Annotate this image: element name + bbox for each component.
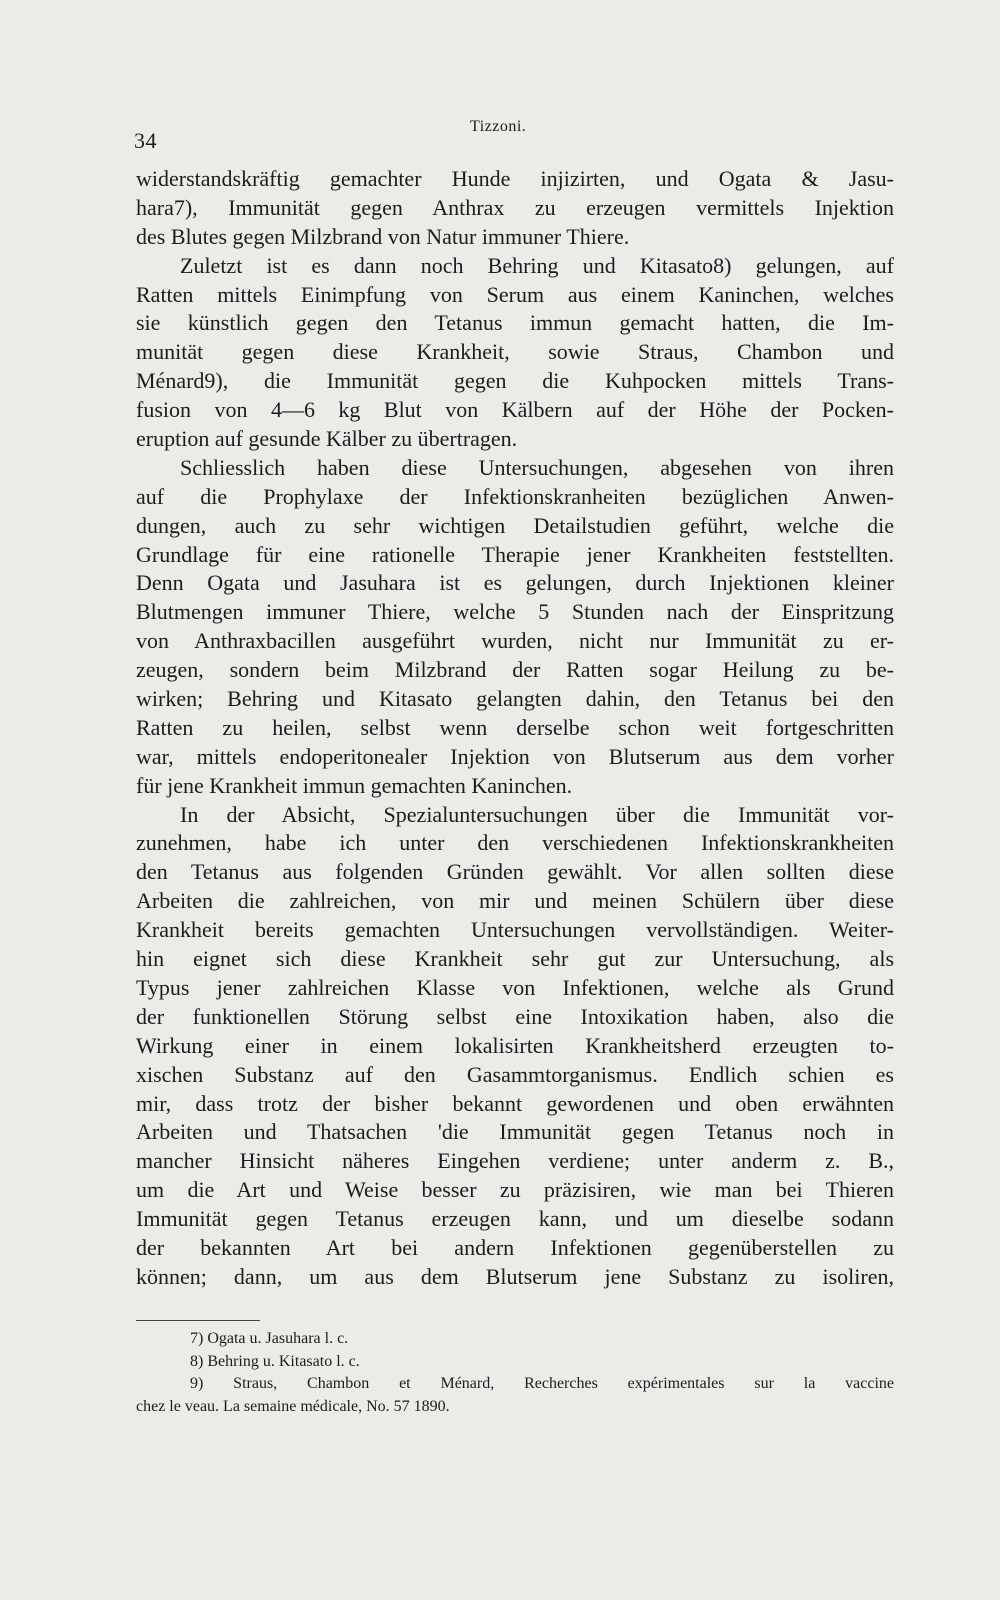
footnote-continuation: chez le veau. La semaine médicale, No. 57 1890. — [136, 1397, 450, 1415]
text-line: war, mittels endoperitonealer Injektion von Blutserum aus dem vorher — [136, 743, 894, 769]
text-line: den Tetanus aus folgenden Gründen gewählt. Vor allen sollten diese — [136, 859, 894, 885]
text-line: der funktionellen Störung selbst eine Intoxikation haben, also die — [136, 1003, 894, 1029]
footnote: 7) Ogata u. Jasuhara l. c. — [190, 1330, 349, 1347]
text-line: zeugen, sondern beim Milzbrand der Ratten sogar Heilung zu be- — [136, 657, 894, 683]
running-head: Tizzoni. — [470, 118, 527, 135]
text-line: In der Absicht, Spezialuntersuchungen über die Immunität vor- — [180, 801, 894, 827]
page-number: 34 — [134, 128, 157, 153]
footnote-divider — [136, 1320, 260, 1321]
text-line: um die Art und Weise besser zu präzisiren, wie man bei Thieren — [136, 1177, 894, 1203]
text-line: xischen Substanz auf den Gasammtorganismus. Endlich schien es — [136, 1061, 894, 1087]
text-line: Krankheit bereits gemachten Untersuchungen vervollständigen. Weiter- — [136, 917, 894, 943]
text-line: widerstandskräftig gemachter Hunde injizirten, und Ogata & Jasu- — [136, 166, 894, 191]
footnote: 8) Behring u. Kitasato l. c. — [190, 1352, 360, 1370]
text-line: hara7), Immunität gegen Anthrax zu erzeugen vermittels Injektion — [136, 194, 894, 220]
text-line: für jene Krankheit immun gemachten Kaninchen. — [136, 772, 573, 798]
text-line: der bekannten Art bei andern Infektionen gegenüberstellen zu — [136, 1234, 894, 1260]
text-line: Wirkung einer in einem lokalisirten Krankheitsherd erzeugten to- — [136, 1032, 894, 1058]
text-line: Zuletzt ist es dann noch Behring und Kitasato8) gelungen, auf — [180, 252, 894, 278]
text-line: eruption auf gesunde Kälber zu übertragen. — [136, 426, 518, 452]
text-line: Ratten mittels Einimpfung von Serum aus einem Kaninchen, welches — [136, 281, 894, 307]
text-line: munität gegen diese Krankheit, sowie Straus, Chambon und — [136, 339, 894, 365]
text-line: mancher Hinsicht näheres Eingehen verdiene; unter anderm z. B., — [136, 1148, 894, 1174]
footnote: 9) Straus, Chambon et Ménard, Recherches expérimentales sur la vaccine — [190, 1375, 894, 1392]
text-line: hin eignet sich diese Krankheit sehr gut zur Untersuchung, als — [136, 946, 894, 972]
text-line: mir, dass trotz der bisher bekannt gewordenen und oben erwähnten — [136, 1090, 894, 1116]
text-line: Denn Ogata und Jasuhara ist es gelungen, durch Injektionen kleiner — [136, 570, 894, 596]
text-line: Arbeiten und Thatsachen 'die Immunität gegen Tetanus noch in — [136, 1119, 894, 1145]
text-line: des Blutes gegen Milzbrand von Natur immuner Thiere. — [136, 223, 630, 249]
text-line: Typus jener zahlreichen Klasse von Infektionen, welche als Grund — [136, 974, 894, 1000]
text-line: fusion von 4—6 kg Blut von Kälbern auf der Höhe der Pocken- — [136, 397, 894, 423]
text-line: Blutmengen immuner Thiere, welche 5 Stunden nach der Einspritzung — [136, 599, 894, 625]
text-line: Grundlage für eine rationelle Therapie jener Krankheiten feststellten. — [136, 541, 894, 567]
text-line: zunehmen, habe ich unter den verschiedenen Infektionskrankheiten — [136, 830, 894, 856]
body-text — [136, 165, 894, 1292]
text-line: auf die Prophylaxe der Infektionskranheiten bezüglichen Anwen- — [136, 483, 894, 509]
text-line: von Anthraxbacillen ausgeführt wurden, nicht nur Immunität zu er- — [136, 628, 894, 654]
text-line: Immunität gegen Tetanus erzeugen kann, und um dieselbe sodann — [136, 1206, 894, 1232]
text-line: wirken; Behring und Kitasato gelangten dahin, den Tetanus bei den — [136, 686, 894, 712]
text-line: Arbeiten die zahlreichen, von mir und meinen Schülern über diese — [136, 888, 894, 914]
text-line: Schliesslich haben diese Untersuchungen, abgesehen von ihren — [180, 454, 894, 480]
text-line: Ratten zu heilen, selbst wenn derselbe schon weit fortgeschritten — [136, 714, 894, 740]
footnotes — [136, 1328, 894, 1418]
text-line: können; dann, um aus dem Blutserum jene Substanz zu isoliren, — [136, 1263, 894, 1289]
text-line: Ménard9), die Immunität gegen die Kuhpocken mittels Trans- — [136, 368, 894, 394]
text-line: dungen, auch zu sehr wichtigen Detailstudien geführt, welche die — [136, 512, 894, 538]
text-line: sie künstlich gegen den Tetanus immun gemacht hatten, die Im- — [136, 310, 894, 336]
